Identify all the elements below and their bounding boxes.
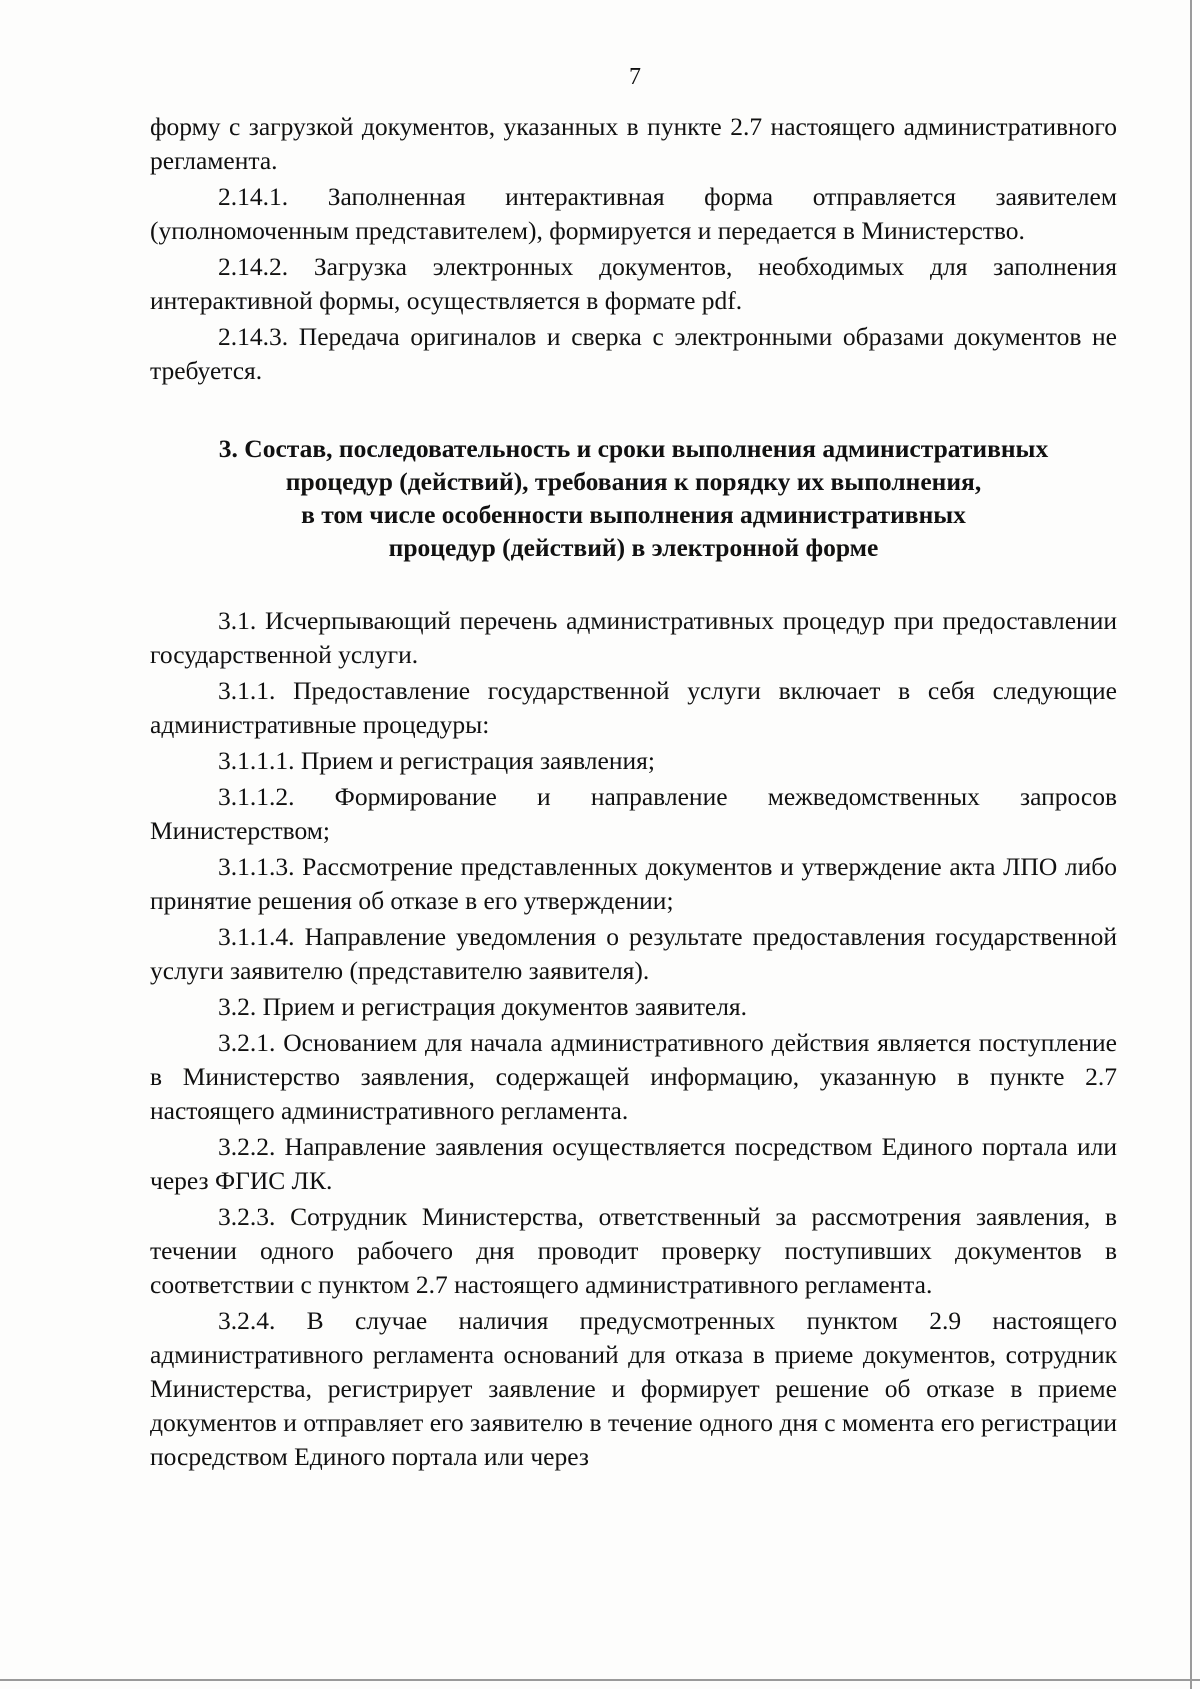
scan-edge-right bbox=[1190, 0, 1192, 1689]
document-body bbox=[150, 110, 1117, 1474]
section-heading bbox=[150, 432, 1117, 564]
paragraph-continuation: форму с загрузкой документов, указанных в пункте 2.7 настоящего административного регламента. bbox=[150, 112, 1117, 175]
section-heading-line: в том числе особенности выполнения административных bbox=[301, 500, 966, 529]
paragraph-2-14-2: 2.14.2. Загрузка электронных документов, необходимых для заполнения интерактивной формы, осуществляется в формате pdf. bbox=[150, 252, 1117, 315]
paragraph-3-2: 3.2. Прием и регистрация документов заявителя. bbox=[218, 992, 748, 1021]
paragraph-3-2-2: 3.2.2. Направление заявления осуществляется посредством Единого портала или через ФГИС ЛК. bbox=[150, 1132, 1117, 1195]
paragraph-3-1: 3.1. Исчерпывающий перечень административных процедур при предоставлении государственной услуги. bbox=[150, 606, 1117, 669]
paragraph-3-1-1-1: 3.1.1.1. Прием и регистрация заявления; bbox=[218, 746, 655, 775]
paragraph-3-1-1-3: 3.1.1.3. Рассмотрение представленных документов и утверждение акта ЛПО либо принятие решения об отказе в его утверждении; bbox=[150, 852, 1117, 915]
paragraph-3-2-4: 3.2.4. В случае наличия предусмотренных пунктом 2.9 настоящего административного регламента оснований для отказа в приеме документов, сотрудник Министерства, регистрирует заявление и формирует решение об отказе в приеме документов и отправляет его заявителю в течение одного дня с момента его регистрации посредством Единого портала или через bbox=[150, 1306, 1117, 1471]
paragraph-2-14-1: 2.14.1. Заполненная интерактивная форма отправляется заявителем (уполномоченным представителем), формируется и передается в Министерство. bbox=[150, 182, 1117, 245]
paragraph-3-2-3: 3.2.3. Сотрудник Министерства, ответственный за рассмотрения заявления, в течении одного рабочего дня проводит проверку поступивших документов в соответствии с пунктом 2.7 настоящего административного регламента. bbox=[150, 1202, 1117, 1299]
paragraph-2-14-3: 2.14.3. Передача оригиналов и сверка с электронными образами документов не требуется. bbox=[150, 322, 1117, 385]
paragraph-3-1-1-4: 3.1.1.4. Направление уведомления о результате предоставления государственной услуги заявителю (представителю заявителя). bbox=[150, 922, 1117, 985]
paragraph-3-1-1-2: 3.1.1.2. Формирование и направление межведомственных запросов Министерством; bbox=[150, 782, 1117, 845]
page-number: 7 bbox=[629, 64, 641, 90]
scan-edge-bottom bbox=[0, 1679, 1200, 1681]
section-heading-line: 3. Состав, последовательность и сроки выполнения административных bbox=[218, 434, 1049, 463]
section-heading-line: процедур (действий), требования к порядку их выполнения, bbox=[285, 467, 982, 496]
paragraph-3-1-1: 3.1.1. Предоставление государственной услуги включает в себя следующие административные процедуры: bbox=[150, 676, 1117, 739]
section-heading-line: процедур (действий) в электронной форме bbox=[388, 533, 879, 562]
paragraph-3-2-1: 3.2.1. Основанием для начала административного действия является поступление в Министерство заявления, содержащей информацию, указанную в пункте 2.7 настоящего административного регламента. bbox=[150, 1028, 1117, 1125]
